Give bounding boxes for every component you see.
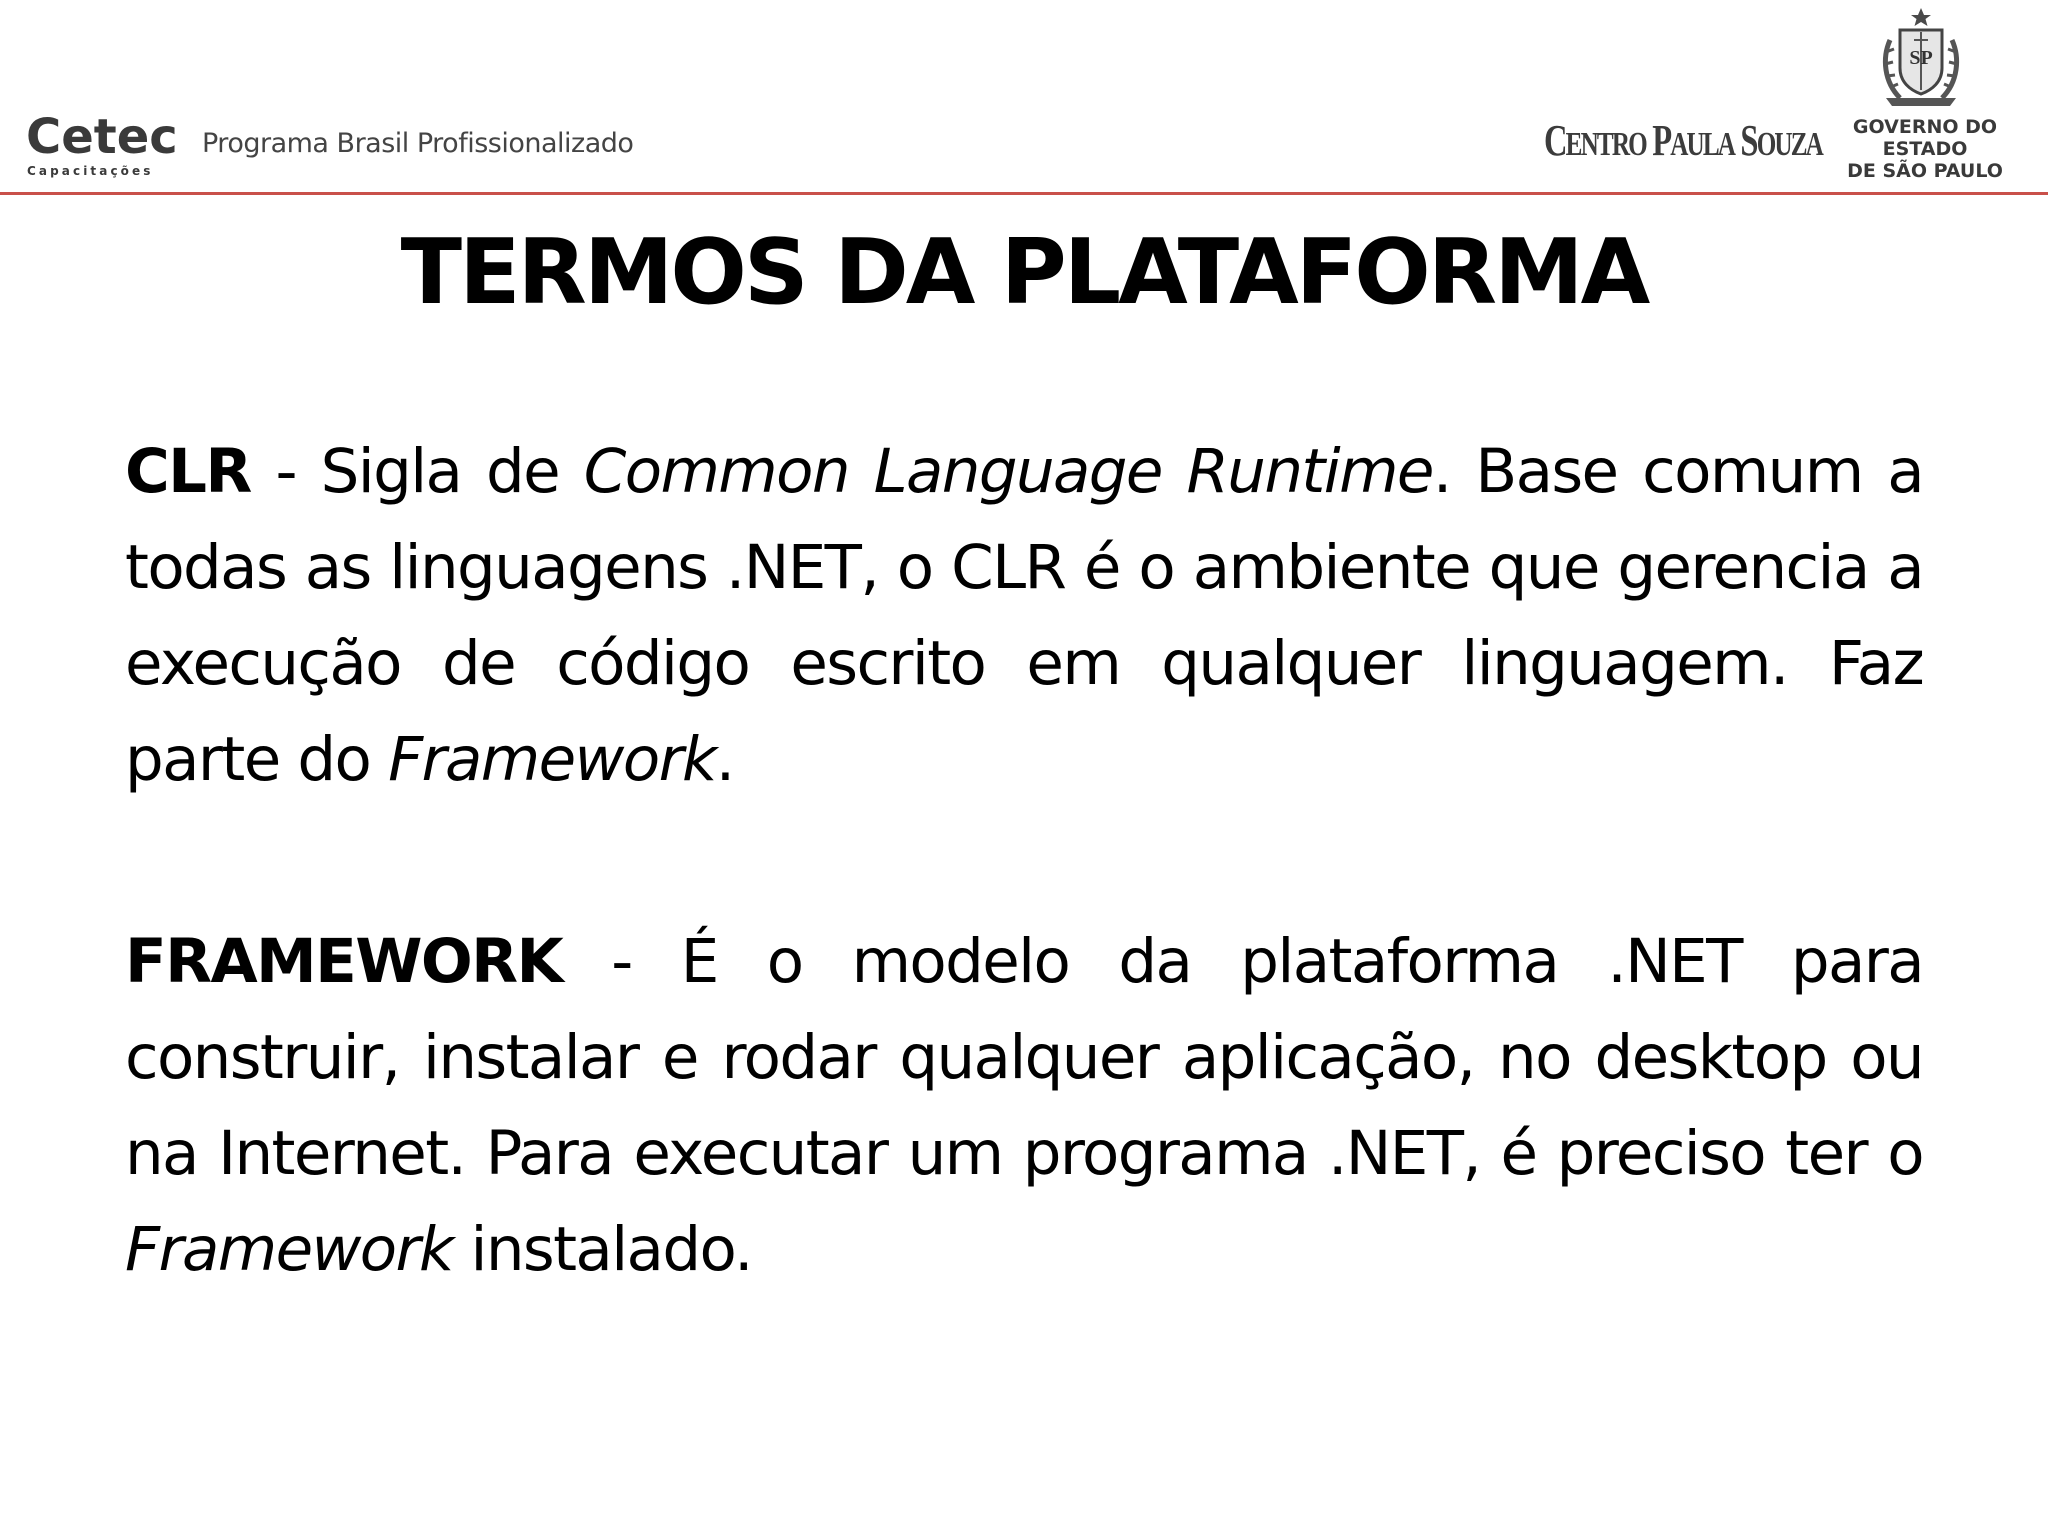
clr-end: . [715,724,734,795]
clr-term: CLR [125,436,251,507]
cetec-logo-subtitle: Capacitações [27,164,154,178]
cps-rest-ouza: OUZA [1756,126,1822,163]
cps-initial-s: S [1740,116,1757,165]
centro-paula-souza-logo [1544,116,1822,170]
clr-framework-word: Framework [388,724,716,795]
sao-paulo-crest-icon [1876,6,1966,110]
government-line-2: DE SÃO PAULO [1847,160,2003,182]
slide-title: TERMOS DA PLATAFORMA [400,220,1648,325]
cps-initial-c: C [1544,116,1566,165]
framework-definition [125,914,1923,1298]
clr-separator: - Sigla de [250,436,584,507]
slide-content [125,424,1923,1298]
cps-initial-p: P [1652,116,1671,165]
framework-emphasis-word: Framework [125,1214,453,1285]
government-sao-paulo-label [1810,116,2040,182]
framework-end: instalado. [452,1214,752,1285]
cps-rest-entro: ENTRO [1565,126,1646,163]
clr-description: . Base comum a todas as linguagens .NET, o CLR é o ambiente que gerencia a execução de código escrito em qualquer linguagem. Faz parte do [125,436,1924,795]
clr-definition [125,424,1923,808]
slide-header [0,0,2048,196]
clr-expansion: Common Language Runtime [583,436,1433,507]
framework-term: FRAMEWORK [125,926,563,997]
cetec-logo [26,109,178,180]
framework-description: - É o modelo da plataforma .NET para construir, instalar e rodar qualquer aplicação, no desktop ou na Internet. Para executar um programa .NET, é preciso ter o [125,926,1923,1189]
program-name: Programa Brasil Profissionalizado [202,128,634,159]
cps-rest-aula: AULA [1670,126,1735,163]
government-line-1: GOVERNO DO ESTADO [1852,116,1998,160]
svg-text:SP: SP [1909,47,1933,69]
header-divider [0,192,2048,195]
cetec-logo-name: Cetec [26,109,178,165]
